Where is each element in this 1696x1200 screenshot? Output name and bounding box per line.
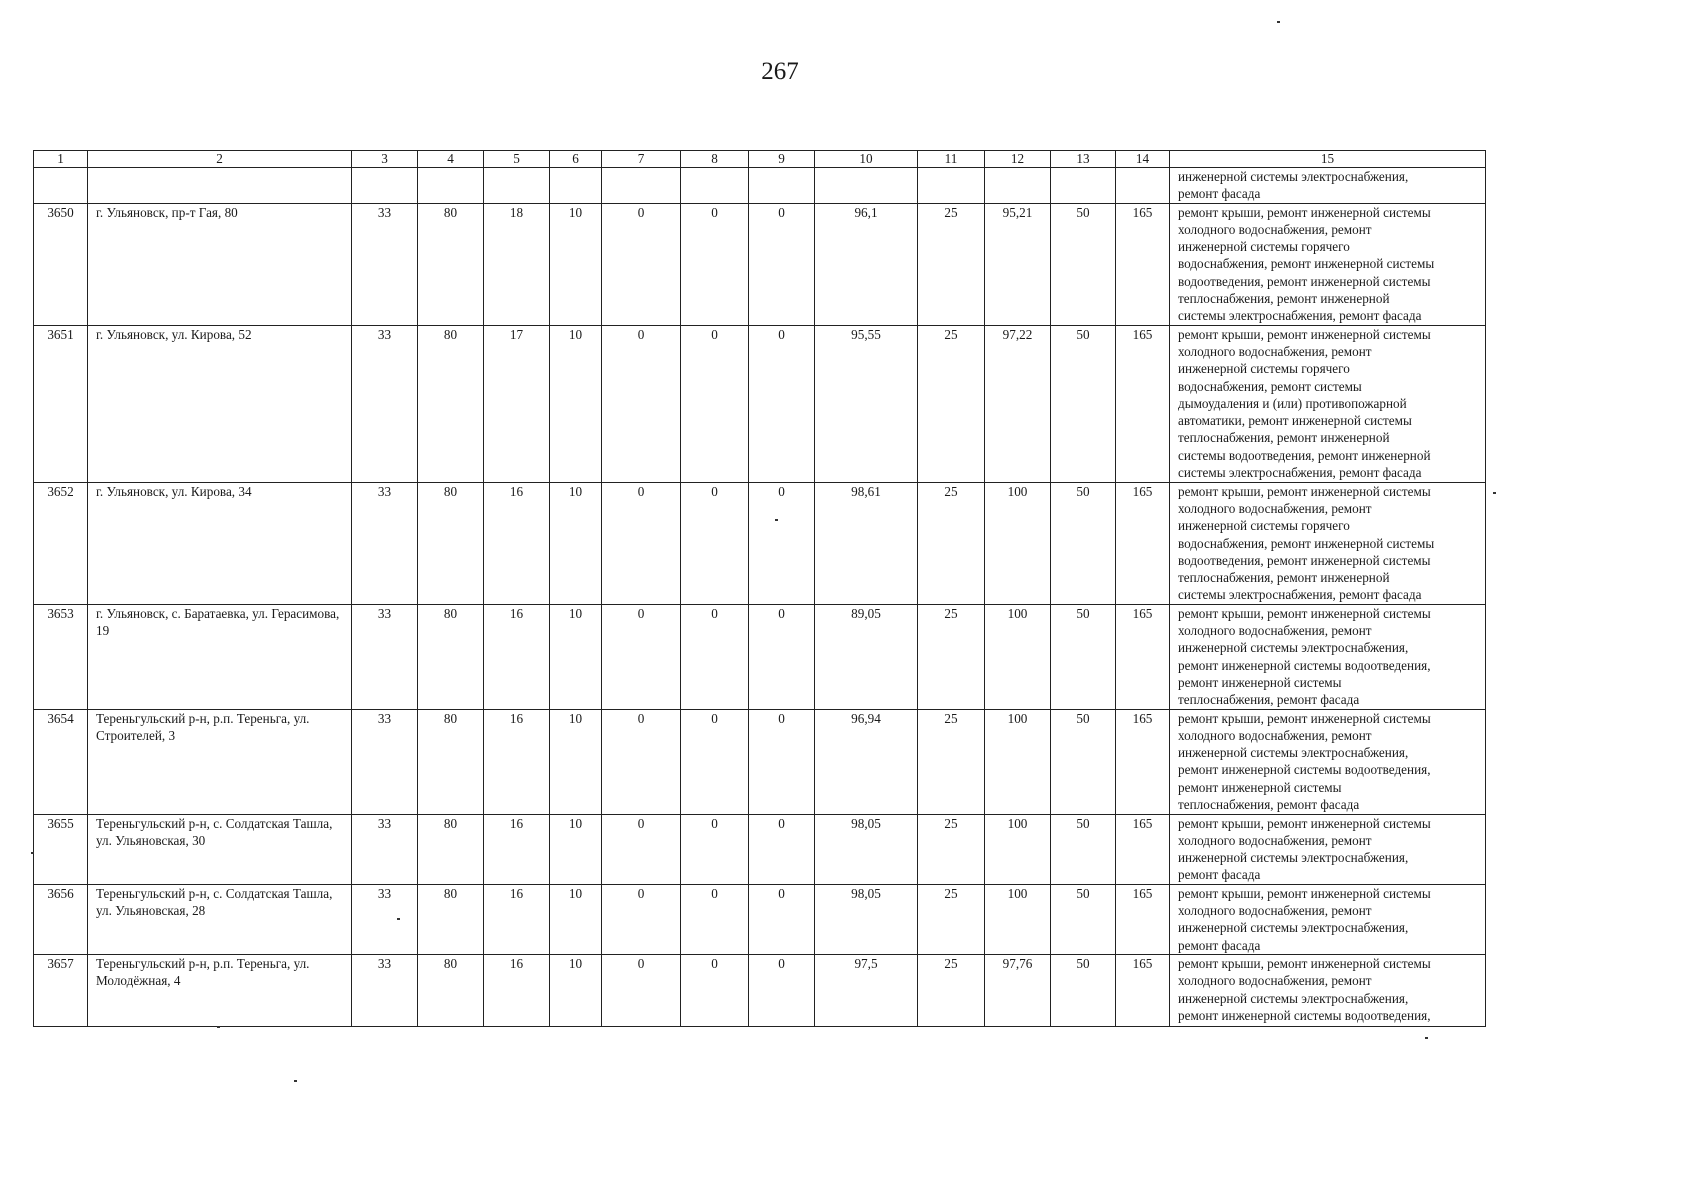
value-cell-col8: 0 <box>681 814 749 884</box>
value-cell-col9: 0 <box>749 604 815 709</box>
value-cell-col6: 10 <box>550 954 602 1026</box>
works-line: ремонт крыши, ремонт инженерной системы <box>1178 326 1431 342</box>
column-header: 10 <box>815 151 918 168</box>
column-header: 14 <box>1116 151 1170 168</box>
column-header: 12 <box>985 151 1051 168</box>
value-cell-col3: 33 <box>352 884 418 954</box>
scan-speck <box>775 519 778 521</box>
row-number: 3654 <box>34 709 88 814</box>
value-cell-col8: 0 <box>681 482 749 604</box>
value-cell-col11: 25 <box>918 482 985 604</box>
works-line: инженерной системы электроснабжения, <box>1178 990 1409 1006</box>
value-cell-col11: 25 <box>918 203 985 325</box>
value-cell-col5: 16 <box>484 482 550 604</box>
works-line: холодного водоснабжения, ремонт <box>1178 500 1372 516</box>
works-cell <box>1170 203 1486 325</box>
value-cell-col13: 50 <box>1051 203 1116 325</box>
scan-speck <box>397 918 400 920</box>
works-line: холодного водоснабжения, ремонт <box>1178 221 1372 237</box>
value-cell-col14: 165 <box>1116 604 1170 709</box>
works-line: инженерной системы электроснабжения, <box>1178 169 1409 184</box>
works-line: дымоудаления и (или) противопожарной <box>1178 395 1407 411</box>
value-cell-col9: 0 <box>749 203 815 325</box>
column-header: 8 <box>681 151 749 168</box>
value-cell-col3: 33 <box>352 709 418 814</box>
value-cell-col14: 165 <box>1116 884 1170 954</box>
works-line: холодного водоснабжения, ремонт <box>1178 832 1372 848</box>
column-header: 7 <box>602 151 681 168</box>
works-cell <box>1170 954 1486 1026</box>
value-cell-col4: 80 <box>418 203 484 325</box>
value-cell-col5: 16 <box>484 814 550 884</box>
value-cell-col4: 80 <box>418 954 484 1026</box>
works-line: водоотведения, ремонт инженерной системы <box>1178 273 1431 289</box>
column-header: 3 <box>352 151 418 168</box>
empty-cell <box>550 168 602 204</box>
value-cell-col3: 33 <box>352 814 418 884</box>
row-number: 3656 <box>34 884 88 954</box>
table-row <box>34 325 1486 482</box>
works-line: инженерной системы горячего <box>1178 518 1350 534</box>
address-cell: Тереньгульский р-н, р.п. Тереньга, ул. Строителей, 3 <box>88 709 352 814</box>
value-cell-col8: 0 <box>681 709 749 814</box>
row-number: 3655 <box>34 814 88 884</box>
value-cell-col14: 165 <box>1116 325 1170 482</box>
works-line: инженерной системы электроснабжения, <box>1178 920 1409 936</box>
works-line: теплоснабжения, ремонт инженерной <box>1178 291 1390 307</box>
address-cell: г. Ульяновск, пр-т Гая, 80 <box>88 203 352 325</box>
empty-cell <box>1051 168 1116 204</box>
value-cell-col5: 16 <box>484 954 550 1026</box>
value-cell-col6: 10 <box>550 814 602 884</box>
scan-speck <box>1493 492 1496 494</box>
value-cell-col10: 95,55 <box>815 325 918 482</box>
value-cell-col11: 25 <box>918 709 985 814</box>
works-line: теплоснабжения, ремонт фасада <box>1178 797 1360 813</box>
column-header: 1 <box>34 151 88 168</box>
works-line: теплоснабжения, ремонт инженерной <box>1178 570 1390 586</box>
works-line: ремонт крыши, ремонт инженерной системы <box>1178 204 1431 220</box>
value-cell-col14: 165 <box>1116 709 1170 814</box>
table-body <box>34 151 1486 1027</box>
works-table <box>33 150 1486 1027</box>
value-cell-col6: 10 <box>550 482 602 604</box>
value-cell-col4: 80 <box>418 604 484 709</box>
table-row <box>34 814 1486 884</box>
works-line: ремонт фасада <box>1178 937 1261 953</box>
value-cell-col3: 33 <box>352 604 418 709</box>
works-cell <box>1170 325 1486 482</box>
value-cell-col6: 10 <box>550 709 602 814</box>
works-line: системы электроснабжения, ремонт фасада <box>1178 308 1422 324</box>
works-line: ремонт инженерной системы водоотведения, <box>1178 1007 1431 1023</box>
value-cell-col5: 17 <box>484 325 550 482</box>
value-cell-col10: 96,1 <box>815 203 918 325</box>
works-line: ремонт инженерной системы <box>1178 674 1342 690</box>
address-cell: Тереньгульский р-н, с. Солдатская Ташла, ул. Ульяновская, 28 <box>88 884 352 954</box>
value-cell-col14: 165 <box>1116 814 1170 884</box>
empty-cell <box>749 168 815 204</box>
works-line: ремонт фасада <box>1178 186 1261 202</box>
empty-cell <box>88 168 352 204</box>
value-cell-col13: 50 <box>1051 954 1116 1026</box>
value-cell-col4: 80 <box>418 325 484 482</box>
works-line: холодного водоснабжения, ремонт <box>1178 973 1372 989</box>
column-header: 13 <box>1051 151 1116 168</box>
value-cell-col3: 33 <box>352 482 418 604</box>
empty-cell <box>484 168 550 204</box>
works-cell <box>1170 709 1486 814</box>
value-cell-col13: 50 <box>1051 814 1116 884</box>
table-row <box>34 203 1486 325</box>
empty-cell <box>418 168 484 204</box>
works-line: холодного водоснабжения, ремонт <box>1178 343 1372 359</box>
value-cell-col11: 25 <box>918 954 985 1026</box>
continuation-row <box>34 168 1486 204</box>
value-cell-col9: 0 <box>749 482 815 604</box>
page-number: 267 <box>761 58 799 85</box>
value-cell-col5: 18 <box>484 203 550 325</box>
value-cell-col4: 80 <box>418 814 484 884</box>
works-line: теплоснабжения, ремонт инженерной <box>1178 430 1390 446</box>
value-cell-col13: 50 <box>1051 604 1116 709</box>
works-line: системы электроснабжения, ремонт фасада <box>1178 465 1422 481</box>
value-cell-col12: 95,21 <box>985 203 1051 325</box>
works-line: ремонт крыши, ремонт инженерной системы <box>1178 885 1431 901</box>
works-line: системы водоотведения, ремонт инженерной <box>1178 447 1431 463</box>
address-cell: г. Ульяновск, ул. Кирова, 34 <box>88 482 352 604</box>
value-cell-col9: 0 <box>749 954 815 1026</box>
value-cell-col8: 0 <box>681 325 749 482</box>
value-cell-col10: 98,05 <box>815 884 918 954</box>
value-cell-col7: 0 <box>602 884 681 954</box>
scan-speck <box>294 1080 297 1082</box>
value-cell-col12: 100 <box>985 604 1051 709</box>
value-cell-col12: 100 <box>985 814 1051 884</box>
value-cell-col3: 33 <box>352 954 418 1026</box>
works-line: ремонт крыши, ремонт инженерной системы <box>1178 710 1431 726</box>
value-cell-col12: 100 <box>985 709 1051 814</box>
value-cell-col3: 33 <box>352 325 418 482</box>
value-cell-col13: 50 <box>1051 709 1116 814</box>
value-cell-col6: 10 <box>550 884 602 954</box>
value-cell-col13: 50 <box>1051 325 1116 482</box>
works-cell <box>1170 884 1486 954</box>
scan-speck <box>1425 1037 1428 1039</box>
value-cell-col10: 89,05 <box>815 604 918 709</box>
works-cell <box>1170 814 1486 884</box>
value-cell-col6: 10 <box>550 604 602 709</box>
value-cell-col4: 80 <box>418 709 484 814</box>
row-number: 3651 <box>34 325 88 482</box>
value-cell-col10: 98,05 <box>815 814 918 884</box>
value-cell-col5: 16 <box>484 884 550 954</box>
empty-cell <box>34 168 88 204</box>
value-cell-col12: 97,22 <box>985 325 1051 482</box>
value-cell-col4: 80 <box>418 482 484 604</box>
value-cell-col11: 25 <box>918 604 985 709</box>
value-cell-col7: 0 <box>602 203 681 325</box>
empty-cell <box>681 168 749 204</box>
value-cell-col9: 0 <box>749 709 815 814</box>
value-cell-col11: 25 <box>918 814 985 884</box>
row-number: 3657 <box>34 954 88 1026</box>
works-line: инженерной системы электроснабжения, <box>1178 850 1409 866</box>
works-line: инженерной системы горячего <box>1178 361 1350 377</box>
column-header: 2 <box>88 151 352 168</box>
column-header: 4 <box>418 151 484 168</box>
value-cell-col5: 16 <box>484 709 550 814</box>
works-line: ремонт крыши, ремонт инженерной системы <box>1178 955 1431 971</box>
value-cell-col8: 0 <box>681 884 749 954</box>
value-cell-col6: 10 <box>550 203 602 325</box>
value-cell-col13: 50 <box>1051 482 1116 604</box>
value-cell-col5: 16 <box>484 604 550 709</box>
value-cell-col9: 0 <box>749 884 815 954</box>
works-line: инженерной системы электроснабжения, <box>1178 745 1409 761</box>
empty-cell <box>602 168 681 204</box>
works-line: автоматики, ремонт инженерной системы <box>1178 413 1412 429</box>
value-cell-col14: 165 <box>1116 954 1170 1026</box>
address-cell: г. Ульяновск, ул. Кирова, 52 <box>88 325 352 482</box>
empty-cell <box>1116 168 1170 204</box>
table-row <box>34 709 1486 814</box>
value-cell-col10: 98,61 <box>815 482 918 604</box>
value-cell-col7: 0 <box>602 325 681 482</box>
value-cell-col12: 97,76 <box>985 954 1051 1026</box>
empty-cell <box>985 168 1051 204</box>
value-cell-col11: 25 <box>918 884 985 954</box>
column-header: 5 <box>484 151 550 168</box>
value-cell-col7: 0 <box>602 604 681 709</box>
works-line: ремонт инженерной системы водоотведения, <box>1178 657 1431 673</box>
value-cell-col13: 50 <box>1051 884 1116 954</box>
table-row <box>34 482 1486 604</box>
works-line: ремонт инженерной системы водоотведения, <box>1178 762 1431 778</box>
works-line: теплоснабжения, ремонт фасада <box>1178 692 1360 708</box>
works-line: ремонт крыши, ремонт инженерной системы <box>1178 815 1431 831</box>
works-line: холодного водоснабжения, ремонт <box>1178 727 1372 743</box>
value-cell-col14: 165 <box>1116 482 1170 604</box>
works-line: ремонт крыши, ремонт инженерной системы <box>1178 605 1431 621</box>
column-header: 15 <box>1170 151 1486 168</box>
scan-speck <box>1277 21 1280 23</box>
value-cell-col7: 0 <box>602 709 681 814</box>
value-cell-col9: 0 <box>749 814 815 884</box>
scan-speck <box>31 852 34 854</box>
works-line: системы электроснабжения, ремонт фасада <box>1178 587 1422 603</box>
value-cell-col8: 0 <box>681 954 749 1026</box>
value-cell-col12: 100 <box>985 482 1051 604</box>
works-cell <box>1170 604 1486 709</box>
works-line: водоснабжения, ремонт системы <box>1178 378 1362 394</box>
works-line: ремонт крыши, ремонт инженерной системы <box>1178 483 1431 499</box>
value-cell-col6: 10 <box>550 325 602 482</box>
works-line: инженерной системы горячего <box>1178 239 1350 255</box>
value-cell-col11: 25 <box>918 325 985 482</box>
column-header: 9 <box>749 151 815 168</box>
value-cell-col14: 165 <box>1116 203 1170 325</box>
works-line: водоснабжения, ремонт инженерной системы <box>1178 256 1435 272</box>
works-line: водоотведения, ремонт инженерной системы <box>1178 552 1431 568</box>
works-cell <box>1170 168 1486 204</box>
value-cell-col12: 100 <box>985 884 1051 954</box>
works-line: инженерной системы электроснабжения, <box>1178 640 1409 656</box>
value-cell-col9: 0 <box>749 325 815 482</box>
value-cell-col3: 33 <box>352 203 418 325</box>
works-line: ремонт фасада <box>1178 867 1261 883</box>
value-cell-col7: 0 <box>602 482 681 604</box>
column-header: 11 <box>918 151 985 168</box>
value-cell-col10: 97,5 <box>815 954 918 1026</box>
value-cell-col4: 80 <box>418 884 484 954</box>
table-row <box>34 604 1486 709</box>
table-row <box>34 954 1486 1026</box>
empty-cell <box>815 168 918 204</box>
table-row <box>34 884 1486 954</box>
address-cell: Тереньгульский р-н, с. Солдатская Ташла, ул. Ульяновская, 30 <box>88 814 352 884</box>
header-row <box>34 151 1486 168</box>
empty-cell <box>352 168 418 204</box>
value-cell-col8: 0 <box>681 604 749 709</box>
value-cell-col7: 0 <box>602 954 681 1026</box>
address-cell: Тереньгульский р-н, р.п. Тереньга, ул. Молодёжная, 4 <box>88 954 352 1026</box>
works-line: холодного водоснабжения, ремонт <box>1178 623 1372 639</box>
works-line: ремонт инженерной системы <box>1178 779 1342 795</box>
value-cell-col8: 0 <box>681 203 749 325</box>
value-cell-col7: 0 <box>602 814 681 884</box>
address-cell: г. Ульяновск, с. Баратаевка, ул. Герасимова, 19 <box>88 604 352 709</box>
works-cell <box>1170 482 1486 604</box>
row-number: 3650 <box>34 203 88 325</box>
column-header: 6 <box>550 151 602 168</box>
scan-speck <box>217 1026 220 1028</box>
value-cell-col10: 96,94 <box>815 709 918 814</box>
works-line: холодного водоснабжения, ремонт <box>1178 903 1372 919</box>
works-line: водоснабжения, ремонт инженерной системы <box>1178 535 1435 551</box>
row-number: 3653 <box>34 604 88 709</box>
empty-cell <box>918 168 985 204</box>
row-number: 3652 <box>34 482 88 604</box>
